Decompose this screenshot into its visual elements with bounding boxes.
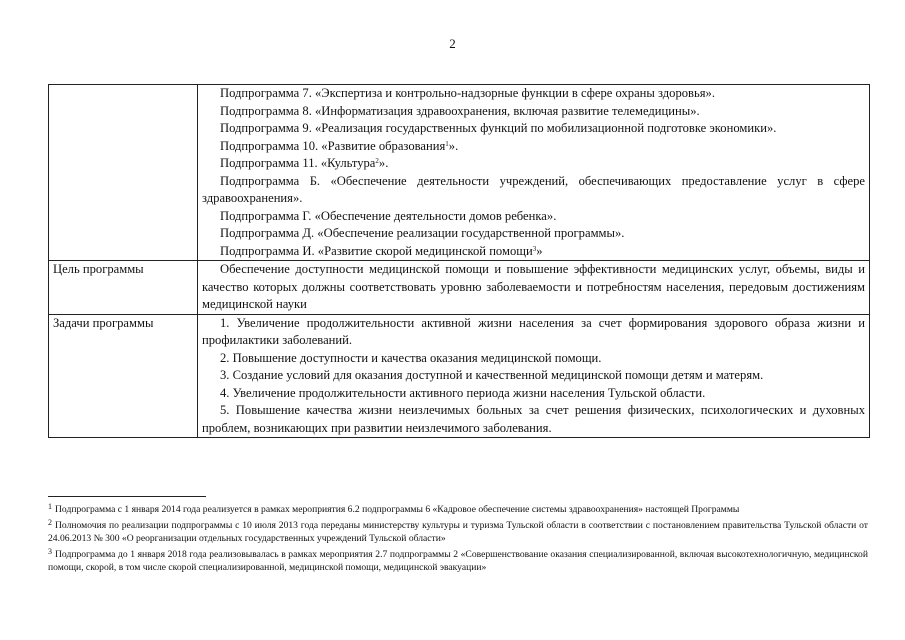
footnotes xyxy=(48,503,868,577)
footnote-ref-2: 2 xyxy=(375,157,379,165)
task-item-5: 5. Повышение качества жизни неизлечимых больных за счет решения физических, психологических и духовных проблем, возникающих при развитии неизлечимого заболевания. xyxy=(202,403,865,435)
footnote-1: $^1$ Подпрограмма с 1 января 2014 года реализуется в рамках мероприятия 6.2 подпрограммы 6 «Кадровое обеспечение системы здравоохранения» настоящей Программы xyxy=(48,502,740,515)
tasks-cell xyxy=(198,314,870,438)
row-label-tasks: Задачи программы xyxy=(49,314,198,438)
table-row-tasks xyxy=(49,314,870,438)
table-row-goal xyxy=(49,261,870,315)
footnote-ref-1: 1 xyxy=(445,139,449,148)
row-label-goal: Цель программы xyxy=(49,261,198,315)
goal-cell xyxy=(198,261,870,315)
task-item-4: 4. Увеличение продолжительности активного периода жизни населения Тульской области. xyxy=(220,385,706,400)
row-label-empty xyxy=(49,85,198,261)
subprogram-i: Подпрограмма И. «Развитие скорой медицинской помощи$^3$» xyxy=(220,243,543,258)
subprogram-8: Подпрограмма 8. «Информатизация здравоохранения, включая развитие телемедицины». xyxy=(220,103,700,118)
table-row-subprograms xyxy=(49,85,870,261)
task-item-2: 2. Повышение доступности и качества оказания медицинской помощи. xyxy=(220,350,602,365)
subprogram-9: Подпрограмма 9. «Реализация государственных функций по мобилизационной подготовке экономики». xyxy=(220,121,777,135)
subprogram-10: Подпрограмма 10. «Развитие образования$^1$». xyxy=(220,138,459,153)
subprograms-cell xyxy=(198,85,870,261)
subprogram-b: Подпрограмма Б. «Обеспечение деятельности учреждений, обеспечивающих предоставление услуг в сфере здравоохранения». xyxy=(202,173,865,205)
subprogram-d: Подпрограмма Д. «Обеспечение реализации государственной программы». xyxy=(220,226,625,240)
footnote-3: $^3$ Подпрограмма до 1 января 2018 года реализовывалась в рамках мероприятия 2.7 подпрограммы 2 «Совершенствование оказания специализированной, включая высокотехнологичную, медицинской помощи, скорой, в том числе скорой специализированной, медицинской помощи, медицинской эвакуации» xyxy=(48,546,868,574)
task-item-3: 3. Создание условий для оказания доступной и качественной медицинской помощи детям и матерям. xyxy=(220,368,764,382)
program-table xyxy=(48,84,870,438)
task-item-1: 1. Увеличение продолжительности активной жизни населения за счет формирования здорового образа жизни и профилактики заболеваний. xyxy=(202,315,865,347)
footnote-ref-3: 3 xyxy=(532,244,537,253)
footnote-separator xyxy=(48,496,206,497)
goal-text: Обеспечение доступности медицинской помощи и повышение эффективности медицинских услуг, объемы, виды и качество которых должны соответствовать уровню заболеваемости и потребностям населения, передовым достижениям медицинской науки xyxy=(202,262,865,311)
subprogram-g: Подпрограмма Г. «Обеспечение деятельности домов ребенка». xyxy=(220,208,557,223)
subprogram-7: Подпрограмма 7. «Экспертиза и контрольно-надзорные функции в сфере охраны здоровья». xyxy=(220,86,715,100)
page-number: 2 xyxy=(449,36,456,51)
footnote-2: $^2$ Полномочия по реализации подпрограммы с 10 июля 2013 года переданы министерству культуры и туризма Тульской области в соответствии с постановлением правительства Тульской области от 24.06.2013 № 300 «О реорганизации отдельных государственных учреждений Тульской области» xyxy=(48,517,868,545)
subprogram-11: Подпрограмма 11. «Культура$^2$». xyxy=(220,156,389,170)
